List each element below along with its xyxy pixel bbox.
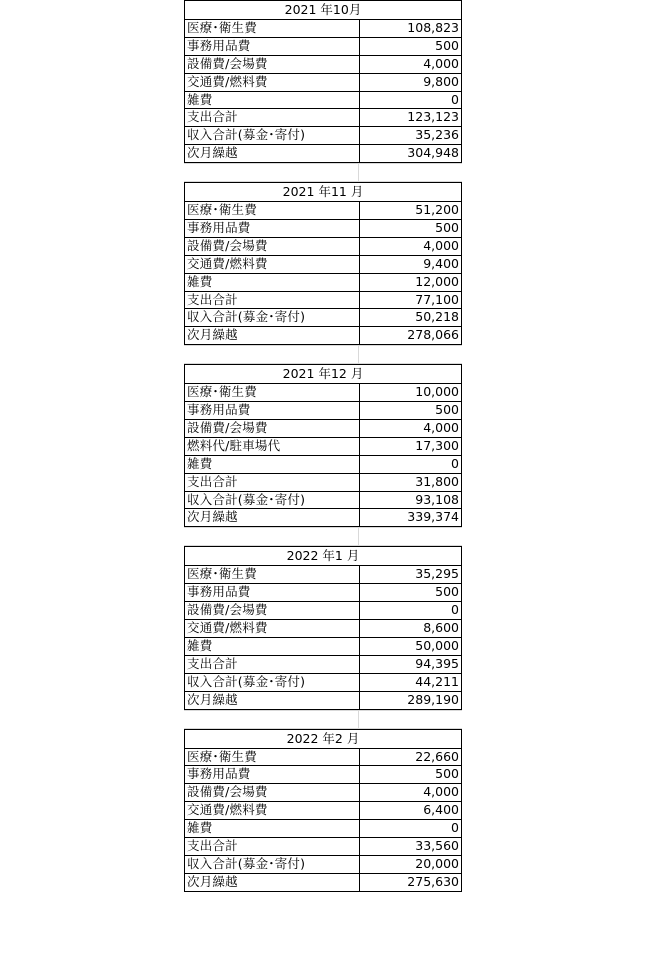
item-value[interactable]: 44,211 bbox=[415, 673, 459, 689]
item-value[interactable]: 275,630 bbox=[407, 873, 459, 889]
item-value[interactable]: 0 bbox=[451, 602, 459, 618]
item-value[interactable]: 12,000 bbox=[415, 273, 459, 289]
table-row[interactable] bbox=[184, 20, 462, 38]
month-title[interactable]: 2022 年1 月 bbox=[184, 546, 462, 566]
empty-row[interactable] bbox=[184, 527, 462, 546]
item-label[interactable]: 事務用品費 bbox=[185, 766, 360, 783]
item-label[interactable]: 医療･衛生費 bbox=[185, 202, 360, 219]
item-label[interactable]: 支出合計 bbox=[185, 838, 360, 855]
item-label[interactable]: 交通費/燃料費 bbox=[185, 74, 360, 91]
item-label[interactable]: 雑費 bbox=[185, 638, 360, 655]
item-label[interactable]: 設備費/会場費 bbox=[185, 784, 360, 801]
table-row[interactable] bbox=[184, 692, 462, 710]
table-row[interactable] bbox=[184, 74, 462, 92]
empty-cell[interactable] bbox=[184, 163, 359, 182]
table-row[interactable] bbox=[184, 292, 462, 310]
item-value[interactable]: 500 bbox=[435, 37, 459, 53]
item-label[interactable]: 事務用品費 bbox=[185, 402, 360, 419]
item-value[interactable]: 10,000 bbox=[415, 384, 459, 400]
table-row[interactable] bbox=[184, 420, 462, 438]
item-label[interactable]: 事務用品費 bbox=[185, 220, 360, 237]
table-row[interactable] bbox=[184, 784, 462, 802]
table-row[interactable] bbox=[184, 566, 462, 584]
table-row[interactable] bbox=[184, 327, 462, 345]
table-row[interactable] bbox=[184, 766, 462, 784]
item-value[interactable]: 0 bbox=[451, 91, 459, 107]
item-label[interactable]: 支出合計 bbox=[185, 474, 360, 491]
item-label[interactable]: 次月繰越 bbox=[185, 874, 360, 891]
empty-cell[interactable] bbox=[359, 163, 462, 182]
item-label[interactable]: 医療･衛生費 bbox=[185, 20, 360, 37]
item-label[interactable]: 雑費 bbox=[185, 820, 360, 837]
table-row[interactable] bbox=[184, 274, 462, 292]
table-row[interactable] bbox=[184, 109, 462, 127]
table-row[interactable] bbox=[184, 56, 462, 74]
item-value[interactable]: 4,000 bbox=[423, 237, 459, 253]
item-value[interactable]: 0 bbox=[451, 455, 459, 471]
item-value[interactable]: 22,660 bbox=[415, 748, 459, 764]
table-row[interactable] bbox=[184, 127, 462, 145]
table-row[interactable] bbox=[184, 145, 462, 163]
item-value[interactable]: 123,123 bbox=[407, 109, 459, 125]
item-value[interactable]: 33,560 bbox=[415, 837, 459, 853]
item-label[interactable]: 支出合計 bbox=[185, 656, 360, 673]
item-label[interactable]: 燃料代/駐車場代 bbox=[185, 438, 360, 455]
item-label[interactable]: 収入合計(募金･寄付) bbox=[185, 309, 360, 326]
table-row[interactable] bbox=[184, 38, 462, 56]
table-row[interactable] bbox=[184, 474, 462, 492]
item-label[interactable]: 設備費/会場費 bbox=[185, 420, 360, 437]
month-block bbox=[184, 364, 462, 527]
table-row[interactable] bbox=[184, 238, 462, 256]
item-label[interactable]: 次月繰越 bbox=[185, 145, 360, 162]
item-label[interactable]: 交通費/燃料費 bbox=[185, 256, 360, 273]
month-block bbox=[184, 0, 462, 163]
table-row[interactable] bbox=[184, 856, 462, 874]
empty-row[interactable] bbox=[184, 710, 462, 729]
empty-row[interactable] bbox=[184, 345, 462, 364]
item-value[interactable]: 108,823 bbox=[407, 20, 459, 35]
item-value[interactable]: 500 bbox=[435, 584, 459, 600]
table-row[interactable] bbox=[184, 874, 462, 892]
empty-cell[interactable] bbox=[184, 345, 359, 364]
item-label[interactable]: 収入合計(募金･寄付) bbox=[185, 856, 360, 873]
table-row[interactable] bbox=[184, 438, 462, 456]
month-block bbox=[184, 729, 462, 892]
item-label[interactable]: 医療･衛生費 bbox=[185, 384, 360, 401]
month-block bbox=[184, 546, 462, 709]
table-row[interactable] bbox=[184, 620, 462, 638]
item-label[interactable]: 設備費/会場費 bbox=[185, 238, 360, 255]
item-value[interactable]: 35,236 bbox=[415, 127, 459, 143]
item-value[interactable]: 9,400 bbox=[423, 255, 459, 271]
item-value[interactable]: 500 bbox=[435, 766, 459, 782]
table-row[interactable] bbox=[184, 749, 462, 767]
item-label[interactable]: 雑費 bbox=[185, 274, 360, 291]
table-row[interactable] bbox=[184, 384, 462, 402]
item-value[interactable]: 6,400 bbox=[423, 802, 459, 818]
table-row[interactable] bbox=[184, 656, 462, 674]
item-label[interactable]: 設備費/会場費 bbox=[185, 56, 360, 73]
item-label[interactable]: 交通費/燃料費 bbox=[185, 620, 360, 637]
empty-row[interactable] bbox=[184, 163, 462, 182]
item-value[interactable]: 278,066 bbox=[407, 327, 459, 343]
table-row[interactable] bbox=[184, 802, 462, 820]
table-row[interactable] bbox=[184, 456, 462, 474]
item-value[interactable]: 51,200 bbox=[415, 202, 459, 218]
table-row[interactable] bbox=[184, 820, 462, 838]
item-label[interactable]: 収入合計(募金･寄付) bbox=[185, 492, 360, 509]
item-value[interactable]: 339,374 bbox=[407, 509, 459, 525]
table-row[interactable] bbox=[184, 202, 462, 220]
item-label[interactable]: 収入合計(募金･寄付) bbox=[185, 127, 360, 144]
empty-cell[interactable] bbox=[359, 527, 462, 546]
month-title[interactable]: 2022 年2 月 bbox=[184, 729, 462, 749]
month-title[interactable]: 2021 年12 月 bbox=[184, 364, 462, 384]
item-label[interactable]: 設備費/会場費 bbox=[185, 602, 360, 619]
table-row[interactable] bbox=[184, 509, 462, 527]
item-value[interactable]: 77,100 bbox=[415, 291, 459, 307]
table-row[interactable] bbox=[184, 584, 462, 602]
item-value[interactable]: 289,190 bbox=[407, 691, 459, 707]
item-label[interactable]: 支出合計 bbox=[185, 109, 360, 126]
item-value[interactable]: 0 bbox=[451, 820, 459, 836]
month-title[interactable]: 2021 年10月 bbox=[184, 0, 462, 20]
month-title[interactable]: 2021 年11 月 bbox=[184, 182, 462, 202]
month-block bbox=[184, 182, 462, 345]
item-value[interactable]: 4,000 bbox=[423, 784, 459, 800]
item-label[interactable]: 雑費 bbox=[185, 92, 360, 109]
item-value[interactable]: 4,000 bbox=[423, 55, 459, 71]
table-row[interactable] bbox=[184, 256, 462, 274]
empty-cell[interactable] bbox=[359, 710, 462, 729]
item-label[interactable]: 医療･衛生費 bbox=[185, 566, 360, 583]
item-label[interactable]: 次月繰越 bbox=[185, 327, 360, 344]
item-value[interactable]: 8,600 bbox=[423, 620, 459, 636]
table-row[interactable] bbox=[184, 492, 462, 510]
item-label[interactable]: 次月繰越 bbox=[185, 692, 360, 709]
empty-cell[interactable] bbox=[184, 710, 359, 729]
table-row[interactable] bbox=[184, 402, 462, 420]
item-label[interactable]: 次月繰越 bbox=[185, 509, 360, 526]
item-label[interactable]: 事務用品費 bbox=[185, 38, 360, 55]
item-value[interactable]: 35,295 bbox=[415, 566, 459, 582]
item-value[interactable]: 31,800 bbox=[415, 473, 459, 489]
table-row[interactable] bbox=[184, 638, 462, 656]
item-value[interactable]: 93,108 bbox=[415, 491, 459, 507]
item-label[interactable]: 交通費/燃料費 bbox=[185, 802, 360, 819]
item-label[interactable]: 医療･衛生費 bbox=[185, 749, 360, 766]
table-row[interactable] bbox=[184, 309, 462, 327]
table-row[interactable] bbox=[184, 674, 462, 692]
item-value[interactable]: 500 bbox=[435, 220, 459, 236]
empty-cell[interactable] bbox=[184, 527, 359, 546]
item-value[interactable]: 4,000 bbox=[423, 420, 459, 436]
item-value[interactable]: 17,300 bbox=[415, 437, 459, 453]
item-label[interactable]: 事務用品費 bbox=[185, 584, 360, 601]
item-label[interactable]: 支出合計 bbox=[185, 292, 360, 309]
item-value[interactable]: 500 bbox=[435, 402, 459, 418]
item-value[interactable]: 50,218 bbox=[415, 309, 459, 325]
item-value[interactable]: 50,000 bbox=[415, 637, 459, 653]
empty-cell[interactable] bbox=[359, 345, 462, 364]
item-label[interactable]: 収入合計(募金･寄付) bbox=[185, 674, 360, 691]
item-value[interactable]: 94,395 bbox=[415, 655, 459, 671]
item-value[interactable]: 9,800 bbox=[423, 73, 459, 89]
table-row[interactable] bbox=[184, 220, 462, 238]
item-value[interactable]: 20,000 bbox=[415, 855, 459, 871]
spreadsheet bbox=[184, 0, 462, 892]
item-label[interactable]: 雑費 bbox=[185, 456, 360, 473]
table-row[interactable] bbox=[184, 92, 462, 110]
item-value[interactable]: 304,948 bbox=[407, 145, 459, 161]
table-row[interactable] bbox=[184, 602, 462, 620]
table-row[interactable] bbox=[184, 838, 462, 856]
